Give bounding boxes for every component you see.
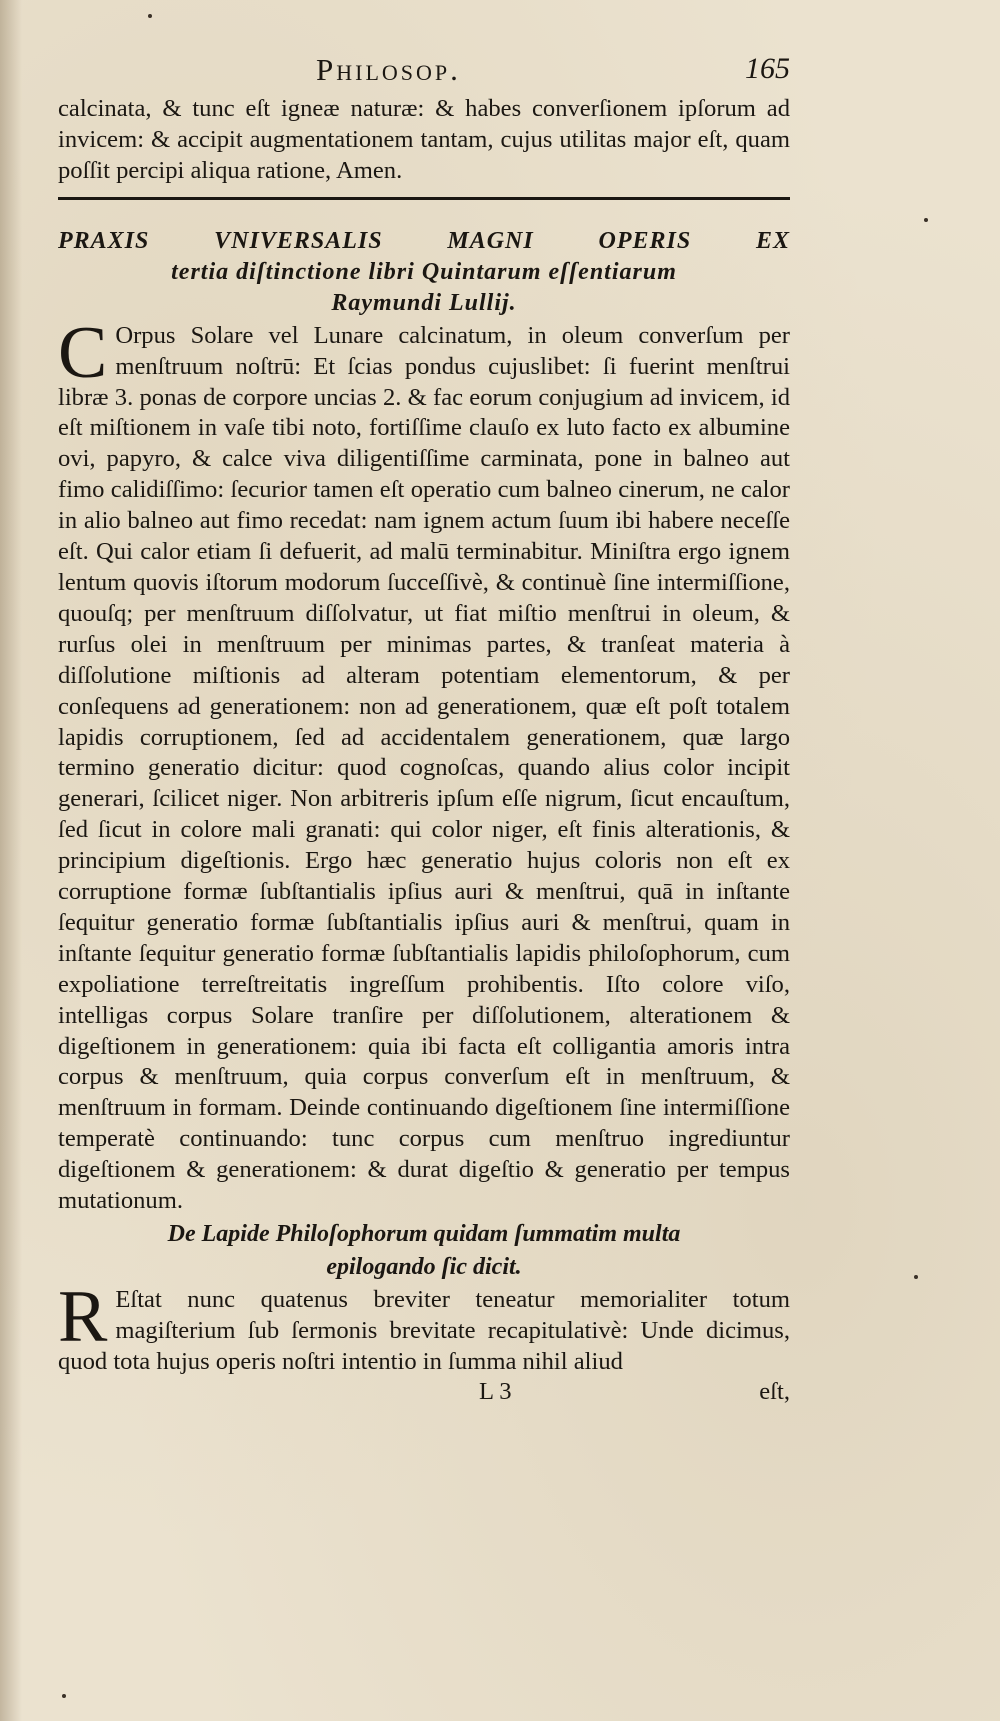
- lapide-heading-line-1: De Lapide Philoſophorum quidam ſummatim multa: [167, 1221, 681, 1247]
- lapide-body-text: Eſtat nunc quatenus breviter teneatur memorialiter totum magiſterium ſub ſermonis brevitate recapitulativè: Unde dicimus, quod tota hujus operis noſtri intentio in ſumma nihil aliud: [58, 1286, 790, 1375]
- catchword: eſt,: [759, 1377, 790, 1405]
- signature-mark: L 3: [479, 1377, 512, 1405]
- section-heading-line-2: tertia diſtinctione libri Quintarum eſſentiarum: [171, 258, 677, 285]
- ink-speck: [148, 14, 152, 18]
- running-title: Philosop.: [316, 52, 461, 87]
- praxis-body-text: Orpus Solare vel Lunare calcinatum, in oleum converſum per menſtruum noſtrū: Et ſcias pondus cujuslibet: ſi fuerint menſtrui libræ 3. ponas de corpore uncias 2. & fac eorum conjugium ad invicem, id eſt miſtionem in vaſe tibi noto, fortiſſime clauſo ex luto facto ex albumine ovi, papyro, & calce viva diligentiſſime carminata, pone in balneo aut fimo calidiſſimo: ſecurior tamen eſt operatio cum balneo cinerum, ne calor in alio balneo aut fimo recedat: nam ignem actum ſuum ibi habere neceſſe eſt. Qui calor etiam ſi defuerit, ad malū terminabitur. Miniſtra ergo ignem lentum quovis iſtorum modorum ſucceſſivè, & continuè ſine intermiſſione, quouſq; per menſtruum diſſolvatur, ut fiat miſtio menſtrui in oleum, & rurſus olei in menſtruum per minimas partes, & tranſeat materia à diſſolutione miſtionis ad alteram potentiam elementorum, & per conſequens ad generationem: non ad generationem, quæ eſt poſt totalem lapidis corruptionem, ſed ad accidentalem generationem, quæ largo termino generatio dicitur: quod cognoſcas, quando alius color incipit generari, ſcilicet niger. Non arbitreris ipſum eſſe nigrum, ſicut encauſtum, ſed ſicut in colore mali granati: qui color niger, eſt finis alterationis, & principium digeſtionis. Ergo hæc generatio hujus coloris non eſt ex corruptione formæ ſubſtantialis ipſius auri & menſtrui, quā in inſtante ſequitur generatio formæ ſubſtantialis ipſius auri & menſtrui, quam in inſtante ſequitur generatio formæ ſubſtantialis lapidis philoſophorum, cum expoliatione terreſtreitatis ingreſſum prohibentis. Iſto colore viſo, intelligas corpus Solare tranſire per diſſolutionem, alterationem & digeſtionem in generationem: quia ibi facta eſt colligantia amoris intra corpus & menſtruum, quia corpus converſum eſt in menſtruum, & menſtruum in formam. Deinde continuando digeſtionem ſine intermiſſione temperatè continuando: tunc corpus cum menſtruo ingrediuntur digeſtionem & generationem: & durat digeſtio & generatio per tempus mutationum.: [58, 321, 790, 1215]
- praxis-paragraph: [58, 311, 790, 1217]
- ink-speck: [62, 1694, 66, 1698]
- page-gutter-shadow: [0, 0, 22, 1721]
- section-rule: [58, 197, 790, 200]
- drop-cap: C: [58, 311, 108, 394]
- drop-cap: R: [58, 1276, 108, 1358]
- page-number: 165: [745, 52, 790, 85]
- ink-speck: [924, 218, 928, 222]
- lapide-paragraph: [58, 1276, 790, 1378]
- opening-lines: calcinata, & tunc eſt igneæ naturæ: & habes converſionem ipſorum ad invicem: & accipit augmentationem tantam, cujus utilitas major eſt, quam poſſit percipi aliqua ratione, Amen.: [58, 95, 790, 184]
- lapide-heading-line-2: epilogando ſic dicit.: [326, 1254, 522, 1280]
- text-block: [58, 52, 790, 1410]
- page-footer: [58, 1378, 790, 1410]
- ink-speck: [914, 1275, 918, 1279]
- section-heading-line-3: Raymundi Lullij.: [331, 289, 517, 316]
- section-heading-line-1: PRAXIS VNIVERSALIS MAGNI OPERIS EX: [58, 227, 790, 254]
- running-head: [58, 52, 790, 94]
